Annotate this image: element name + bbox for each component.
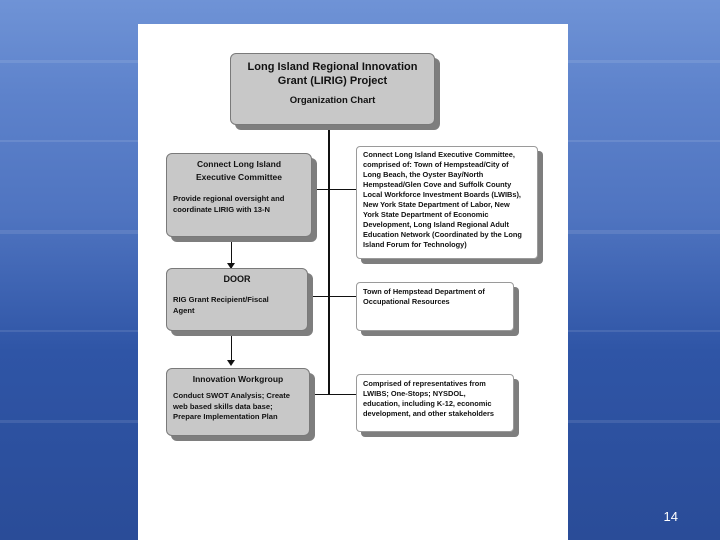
note-line: Island Forum for Technology) [363,240,467,249]
arrow-down-head [227,360,235,366]
connector-door [306,296,360,297]
note-line: York State Department of Economic [363,210,489,219]
footer-line-2: USDOL [339,510,381,524]
committee-desc-2: coordinate LIRIG with 13-N [173,205,271,214]
note-line: education, including K-12, economic [363,399,492,408]
note-line: New York State Department of Labor, New [363,200,510,209]
committee-desc-1: Provide regional oversight and [173,194,285,203]
door-desc-1: RIG Grant Recipient/Fiscal [173,295,269,304]
title-line-2: Grant (LIRIG) Project [277,75,388,87]
workgroup-desc-1: Conduct SWOT Analysis; Create [173,391,291,400]
door-desc-2: Agent [173,306,195,315]
committee-note [356,146,538,259]
note-line: Comprised of representatives from [363,379,486,388]
note-line: development, and other stakeholders [363,409,495,418]
note-line: Connect Long Island Executive Committee, [363,150,515,159]
note-line: Local Workforce Investment Boards (LWIBs), [363,190,521,199]
title-line-1: Long Island Regional Innovation [247,61,418,73]
workgroup-desc-2: web based skills data base; [173,401,273,411]
note-line: Occupational Resources [363,297,450,306]
committee-title-1: Connect Long Island [196,159,282,169]
document-page [138,24,568,540]
note-line: Long Beach, the Oyster Bay/North [363,170,484,179]
note-line: Town of Hempstead Department of [363,287,485,296]
committee-box [166,153,312,237]
workgroup-note [356,374,514,432]
workgroup-desc-3: Prepare Implementation Plan [173,412,278,421]
workgroup-title: Innovation Workgroup [192,374,284,384]
door-box [166,268,308,331]
connector-committee [308,189,360,190]
note-line: Development, Long Island Regional Adult [363,220,509,229]
title-subtitle: Organization Chart [289,95,376,106]
vertical-connector [328,128,330,395]
note-line: Hempstead/Glen Cove and Suffolk County [363,180,512,189]
door-note [356,282,514,331]
committee-title-2: Executive Committee [196,172,282,182]
footer-line-1: un d d u or g t fr m [320,493,420,507]
workgroup-box [166,368,310,436]
note-line: comprised of: Town of Hempstead/City of [363,160,509,169]
door-title: DOOR [223,274,251,284]
title-box [230,53,435,125]
note-line: LWIBS; One-Stops; NYSDOL, [363,389,466,398]
arrow-door-workgroup [231,331,232,363]
note-line: Education Network (Coordinated by the Long [363,230,522,239]
page-number: 14 [663,509,678,524]
connector-workgroup [308,394,360,395]
